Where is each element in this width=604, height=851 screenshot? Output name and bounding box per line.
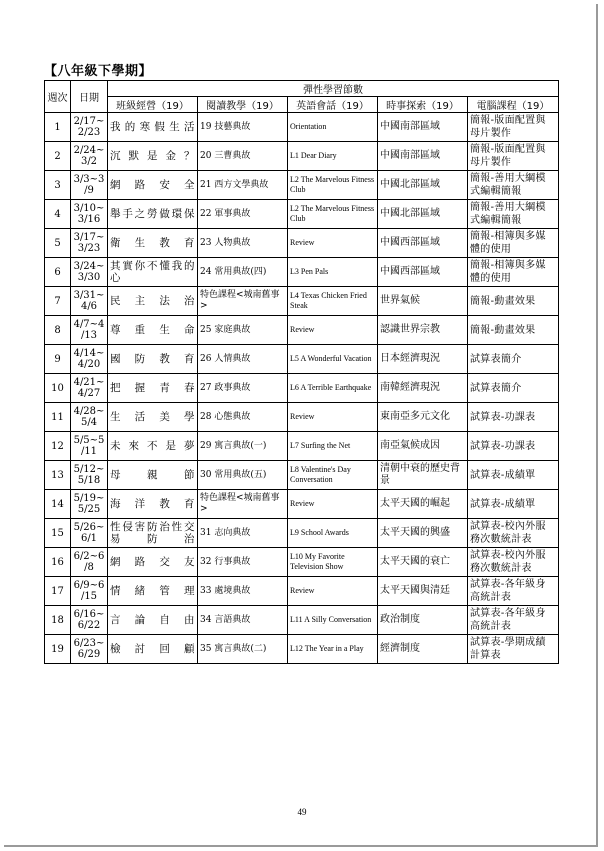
- class-management-cell: 言論自由: [108, 606, 198, 635]
- class-management-cell: 沉默是金？: [108, 142, 198, 171]
- table-row: [45, 490, 559, 519]
- table-row: [45, 635, 559, 664]
- english-cell: Review: [288, 490, 378, 519]
- header-class-management: 班級經營（19）: [108, 97, 198, 113]
- english-cell: Review: [288, 577, 378, 606]
- table-row: [45, 374, 559, 403]
- table-row: [45, 461, 559, 490]
- current-affairs-cell: 日本經濟現況: [378, 345, 468, 374]
- week-cell: 10: [45, 374, 71, 403]
- current-affairs-cell: 東南亞多元文化: [378, 403, 468, 432]
- week-cell: 16: [45, 548, 71, 577]
- table-row: [45, 316, 559, 345]
- english-cell: L12 The Year in a Play: [288, 635, 378, 664]
- date-cell: 3/17~ 3/23: [71, 229, 108, 258]
- week-cell: 11: [45, 403, 71, 432]
- page-number: 49: [297, 807, 307, 817]
- english-cell: Review: [288, 403, 378, 432]
- computer-cell: 試算表-功課表: [468, 432, 559, 461]
- class-management-cell: 國防教育: [108, 345, 198, 374]
- current-affairs-cell: 中國南部區域: [378, 142, 468, 171]
- table-row: [45, 432, 559, 461]
- computer-cell: 試算表-各年級身高統計表: [468, 606, 559, 635]
- week-cell: 6: [45, 258, 71, 287]
- class-management-cell: 我的寒假生活: [108, 113, 198, 142]
- header-reading: 閱讀教學（19）: [198, 97, 288, 113]
- reading-cell: 22 軍事典故: [198, 200, 288, 229]
- english-cell: Review: [288, 229, 378, 258]
- computer-cell: 簡報-版面配置與母片製作: [468, 113, 559, 142]
- date-cell: 4/7~4 /13: [71, 316, 108, 345]
- class-management-cell: 海洋教育: [108, 490, 198, 519]
- english-cell: L5 A Wonderful Vacation: [288, 345, 378, 374]
- table-row: [45, 548, 559, 577]
- current-affairs-cell: 中國北部區域: [378, 200, 468, 229]
- week-cell: 18: [45, 606, 71, 635]
- week-cell: 1: [45, 113, 71, 142]
- week-cell: 14: [45, 490, 71, 519]
- computer-cell: 簡報-善用大綱模式編輯簡報: [468, 171, 559, 200]
- class-management-cell: 把握青春: [108, 374, 198, 403]
- class-management-cell: 檢討回顧: [108, 635, 198, 664]
- reading-cell: 29 寓言典故(一): [198, 432, 288, 461]
- computer-cell: 試算表-成績單: [468, 461, 559, 490]
- table-row: [45, 258, 559, 287]
- table-row: [45, 142, 559, 171]
- english-cell: L3 Pen Pals: [288, 258, 378, 287]
- current-affairs-cell: 中國西部區域: [378, 258, 468, 287]
- current-affairs-cell: 中國南部區域: [378, 113, 468, 142]
- date-cell: 5/12~ 5/18: [71, 461, 108, 490]
- computer-cell: 試算表-各年級身高統計表: [468, 577, 559, 606]
- english-cell: Review: [288, 316, 378, 345]
- current-affairs-cell: 中國西部區域: [378, 229, 468, 258]
- reading-cell: 31 志向典故: [198, 519, 288, 548]
- current-affairs-cell: 南亞氣候成因: [378, 432, 468, 461]
- table-row: [45, 171, 559, 200]
- section-heading: 【八年級下學期】: [44, 64, 153, 79]
- computer-cell: 試算表簡介: [468, 345, 559, 374]
- week-cell: 12: [45, 432, 71, 461]
- class-management-cell: 情緒管理: [108, 577, 198, 606]
- week-cell: 3: [45, 171, 71, 200]
- reading-cell: 20 三曹典故: [198, 142, 288, 171]
- class-management-cell: 衛生教育: [108, 229, 198, 258]
- week-cell: 19: [45, 635, 71, 664]
- schedule-table: [44, 80, 559, 664]
- week-cell: 8: [45, 316, 71, 345]
- table-row: [45, 345, 559, 374]
- current-affairs-cell: 政治制度: [378, 606, 468, 635]
- table-row: [45, 287, 559, 316]
- current-affairs-cell: 太平天國的興盛: [378, 519, 468, 548]
- reading-cell: 32 行事典故: [198, 548, 288, 577]
- table-row: [45, 577, 559, 606]
- reading-cell: 24 常用典故(四): [198, 258, 288, 287]
- english-cell: L1 Dear Diary: [288, 142, 378, 171]
- date-cell: 4/21~ 4/27: [71, 374, 108, 403]
- computer-cell: 簡報-動畫效果: [468, 316, 559, 345]
- date-cell: 3/10~ 3/16: [71, 200, 108, 229]
- class-management-cell: 尊重生命: [108, 316, 198, 345]
- date-cell: 2/24~ 3/2: [71, 142, 108, 171]
- schedule-body: [45, 113, 559, 664]
- week-cell: 9: [45, 345, 71, 374]
- class-management-cell: 性侵害防治性交易防治: [108, 519, 198, 548]
- table-row: [45, 606, 559, 635]
- reading-cell: 30 常用典故(五): [198, 461, 288, 490]
- computer-cell: 簡報-動畫效果: [468, 287, 559, 316]
- week-cell: 15: [45, 519, 71, 548]
- current-affairs-cell: 認識世界宗教: [378, 316, 468, 345]
- computer-cell: 試算表簡介: [468, 374, 559, 403]
- class-management-cell: 網路交友: [108, 548, 198, 577]
- class-management-cell: 網路安全: [108, 171, 198, 200]
- computer-cell: 試算表-校內外服務次數統計表: [468, 548, 559, 577]
- reading-cell: 34 言語典故: [198, 606, 288, 635]
- current-affairs-cell: 太平天國的衰亡: [378, 548, 468, 577]
- date-cell: 6/23~ 6/29: [71, 635, 108, 664]
- table-row: [45, 229, 559, 258]
- english-cell: L8 Valentine's Day Conversation: [288, 461, 378, 490]
- date-cell: 3/31~ 4/6: [71, 287, 108, 316]
- current-affairs-cell: 太平天國的崛起: [378, 490, 468, 519]
- english-cell: L2 The Marvelous Fitness Club: [288, 200, 378, 229]
- week-cell: 5: [45, 229, 71, 258]
- table-row: [45, 403, 559, 432]
- table-row: [45, 113, 559, 142]
- computer-cell: 簡報-善用大綱模式編輯簡報: [468, 200, 559, 229]
- reading-cell: 特色課程<城南舊事>: [198, 490, 288, 519]
- reading-cell: 特色課程<城南舊事>: [198, 287, 288, 316]
- computer-cell: 簡報-版面配置與母片製作: [468, 142, 559, 171]
- reading-cell: 26 人情典故: [198, 345, 288, 374]
- date-cell: 4/14~ 4/20: [71, 345, 108, 374]
- table-row: [45, 200, 559, 229]
- current-affairs-cell: 經濟制度: [378, 635, 468, 664]
- english-cell: L10 My Favorite Television Show: [288, 548, 378, 577]
- current-affairs-cell: 南韓經濟現況: [378, 374, 468, 403]
- header-current-affairs: 時事探索（19）: [378, 97, 468, 113]
- computer-cell: 試算表-成績單: [468, 490, 559, 519]
- computer-cell: 簡報-相簿與多媒體的使用: [468, 229, 559, 258]
- reading-cell: 21 西方文學典故: [198, 171, 288, 200]
- current-affairs-cell: 清朝中衰的歷史背景: [378, 461, 468, 490]
- class-management-cell: 舉手之勞做環保: [108, 200, 198, 229]
- header-date: 日期: [71, 81, 108, 113]
- date-cell: 5/5~5 /11: [71, 432, 108, 461]
- date-cell: 3/3~3 /9: [71, 171, 108, 200]
- header-computer: 電腦課程（19）: [468, 97, 559, 113]
- header-english: 英語會話（19）: [288, 97, 378, 113]
- current-affairs-cell: 中國北部區域: [378, 171, 468, 200]
- reading-cell: 35 寓言典故(二): [198, 635, 288, 664]
- reading-cell: 33 處境典故: [198, 577, 288, 606]
- current-affairs-cell: 太平天國與清廷: [378, 577, 468, 606]
- date-cell: 6/9~6 /15: [71, 577, 108, 606]
- week-cell: 17: [45, 577, 71, 606]
- week-cell: 4: [45, 200, 71, 229]
- date-cell: 4/28~ 5/4: [71, 403, 108, 432]
- computer-cell: 試算表-校內外服務次數統計表: [468, 519, 559, 548]
- english-cell: L11 A Silly Conversation: [288, 606, 378, 635]
- week-cell: 2: [45, 142, 71, 171]
- date-cell: 6/2~6 /8: [71, 548, 108, 577]
- english-cell: L6 A Terrible Earthquake: [288, 374, 378, 403]
- header-flexible-periods: 彈性學習節數: [108, 81, 559, 97]
- week-cell: 7: [45, 287, 71, 316]
- table-row: [45, 519, 559, 548]
- reading-cell: 23 人物典故: [198, 229, 288, 258]
- date-cell: 2/17~ 2/23: [71, 113, 108, 142]
- english-cell: L9 School Awards: [288, 519, 378, 548]
- english-cell: Orientation: [288, 113, 378, 142]
- header-week: 週次: [45, 81, 71, 113]
- class-management-cell: 未來不是夢: [108, 432, 198, 461]
- class-management-cell: 母親節: [108, 461, 198, 490]
- date-cell: 3/24~ 3/30: [71, 258, 108, 287]
- reading-cell: 25 家庭典故: [198, 316, 288, 345]
- reading-cell: 19 技藝典故: [198, 113, 288, 142]
- current-affairs-cell: 世界氣候: [378, 287, 468, 316]
- date-cell: 6/16~ 6/22: [71, 606, 108, 635]
- english-cell: L2 The Marvelous Fitness Club: [288, 171, 378, 200]
- reading-cell: 28 心態典故: [198, 403, 288, 432]
- computer-cell: 試算表-學期成績計算表: [468, 635, 559, 664]
- class-management-cell: 民主法治: [108, 287, 198, 316]
- english-cell: L4 Texas Chicken Fried Steak: [288, 287, 378, 316]
- reading-cell: 27 政事典故: [198, 374, 288, 403]
- date-cell: 5/26~ 6/1: [71, 519, 108, 548]
- class-management-cell: 其實你不懂我的心: [108, 258, 198, 287]
- english-cell: L7 Surfing the Net: [288, 432, 378, 461]
- computer-cell: 簡報-相簿與多媒體的使用: [468, 258, 559, 287]
- class-management-cell: 生活美學: [108, 403, 198, 432]
- week-cell: 13: [45, 461, 71, 490]
- date-cell: 5/19~ 5/25: [71, 490, 108, 519]
- computer-cell: 試算表-功課表: [468, 403, 559, 432]
